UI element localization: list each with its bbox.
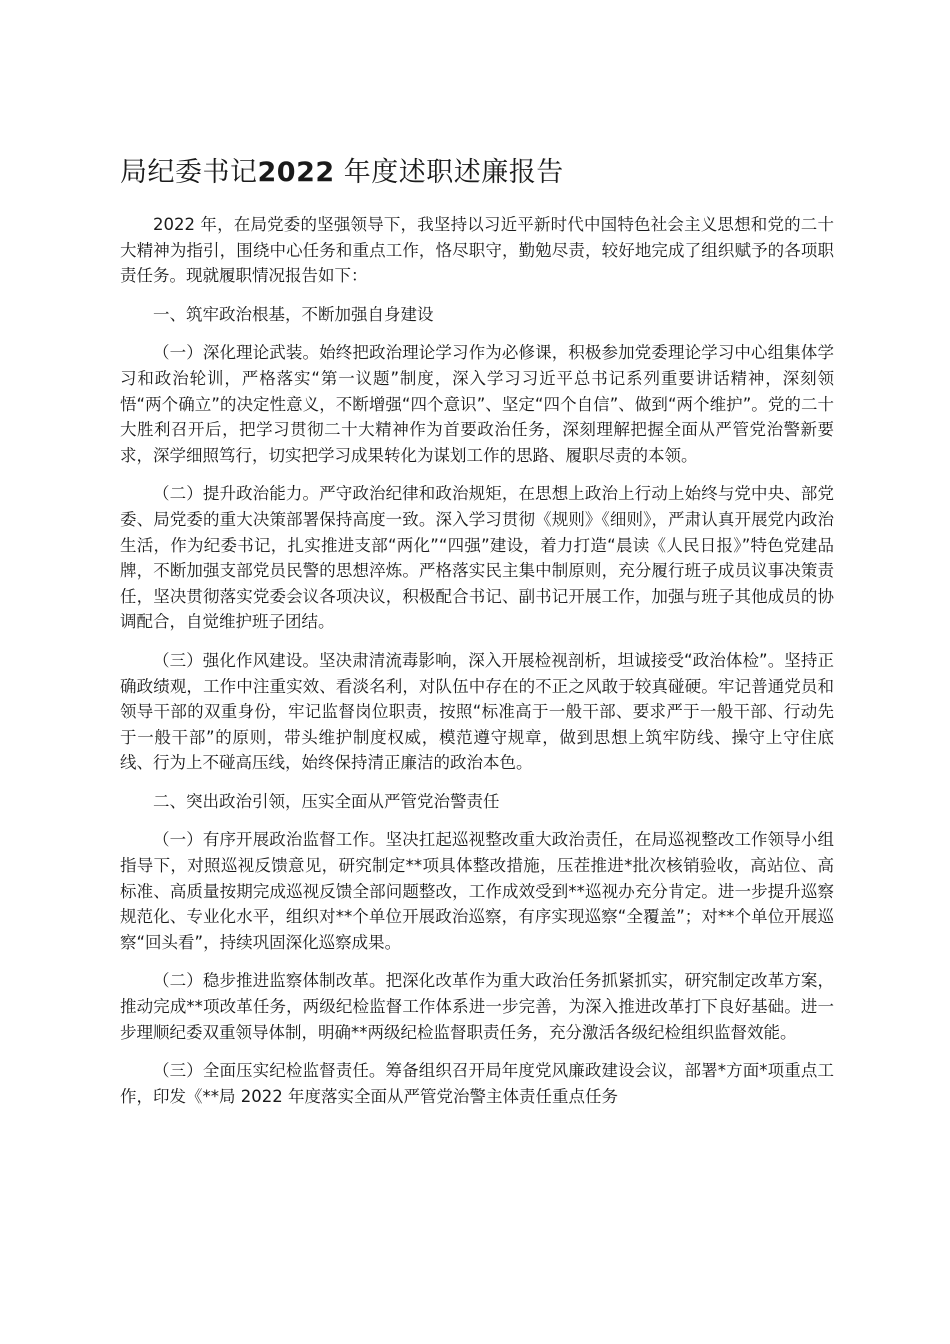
section-2-heading: 二、突出政治引领，压实全面从严管党治警责任	[153, 791, 500, 811]
section-1-paragraph-2: （二）提升政治能力。严守政治纪律和政治规矩，在思想上政治上行动上始终与党中央、部党委、局党委的重大决策部署保持高度一致。深入学习贯彻《规则》《细则》，严肃认真开展党内政治生活，作为纪委书记，扎实推进支部“两化”“四强”建设，着力打造“晨读《人民日报》”特色党建品牌，不断加强支部党员民警的思想淬炼。严格落实民主集中制原则，充分履行班子成员议事决策责任，坚决贯彻落实党委会议各项决议，积极配合书记、副书记开展工作，加强与班子其他成员的协调配合，自觉维护班子团结。	[120, 484, 834, 632]
section-2-paragraph-3: （三）全面压实纪检监督责任。筹备组织召开局年度党风廉政建设会议，部署*方面*项重点工作，印发《**局 2022 年度落实全面从严管党治警主体责任重点任务	[120, 1061, 834, 1106]
section-1-paragraph-3: （三）强化作风建设。坚决肃清流毒影响，深入开展检视剖析，坦诚接受“政治体检”。坚持正确政绩观，工作中注重实效、看淡名利，对队伍中存在的不正之风敢于较真碰硬。牢记普通党员和领导干部的双重身份，牢记监督岗位职责，按照“标准高于一般干部、要求严于一般干部、行动先于一般干部”的原则，带头维护制度权威，模范遵守规章，做到思想上筑牢防线、操守上守住底线、行为上不碰高压线，始终保持清正廉洁的政治本色。	[120, 650, 834, 773]
section-1-heading: 一、筑牢政治根基，不断加强自身建设	[153, 304, 434, 324]
title-suffix: 年度述职述廉报告	[343, 157, 564, 188]
title-year: 2022	[257, 157, 335, 188]
section-2-paragraph-2: （二）稳步推进监察体制改革。把深化改革作为重大政治任务抓紧抓实，研究制定改革方案，推动完成**项改革任务，两级纪检监督工作体系进一步完善，为深入推进改革打下良好基础。进一步理顺纪委双重领导体制，明确**两级纪检监督职责任务，充分激活各级纪检组织监督效能。	[120, 971, 834, 1042]
section-2-paragraph-1: （一）有序开展政治监督工作。坚决扛起巡视整改重大政治责任，在局巡视整改工作领导小组指导下，对照巡视反馈意见，研究制定**项具体整改措施，压茬推进*批次核销验收，高站位、高标准、高质量按期完成巡视反馈全部问题整改，工作成效受到**巡视办充分肯定。进一步提升巡察规范化、专业化水平，组织对**个单位开展政治巡察，有序实现巡察“全覆盖”；对**个单位开展巡察“回头看”，持续巩固深化巡察成果。	[120, 830, 834, 952]
title-prefix: 局纪委书记	[120, 157, 258, 188]
document-page	[120, 152, 834, 1122]
section-1-paragraph-1: （一）深化理论武装。始终把政治理论学习作为必修课，积极参加党委理论学习中心组集体学习和政治轮训，严格落实“第一议题”制度，深入学习习近平总书记系列重要讲话精神，深刻领悟“两个确立”的决定性意义，不断增强“四个意识”、坚定“四个自信”、做到“两个维护”。党的二十大胜利召开后，把学习贯彻二十大精神作为首要政治任务，深刻理解把握全面从严管党治警新要求，深学细照笃行，切实把学习成果转化为谋划工作的思路、履职尽责的本领。	[120, 343, 834, 465]
intro-paragraph: 2022 年，在局党委的坚强领导下，我坚持以习近平新时代中国特色社会主义思想和党的二十大精神为指引，围绕中心任务和重点工作，恪尽职守，勤勉尽责，较好地完成了组织赋予的各项职责任务。现就履职情况报告如下：	[120, 215, 834, 286]
document-title	[120, 152, 834, 194]
